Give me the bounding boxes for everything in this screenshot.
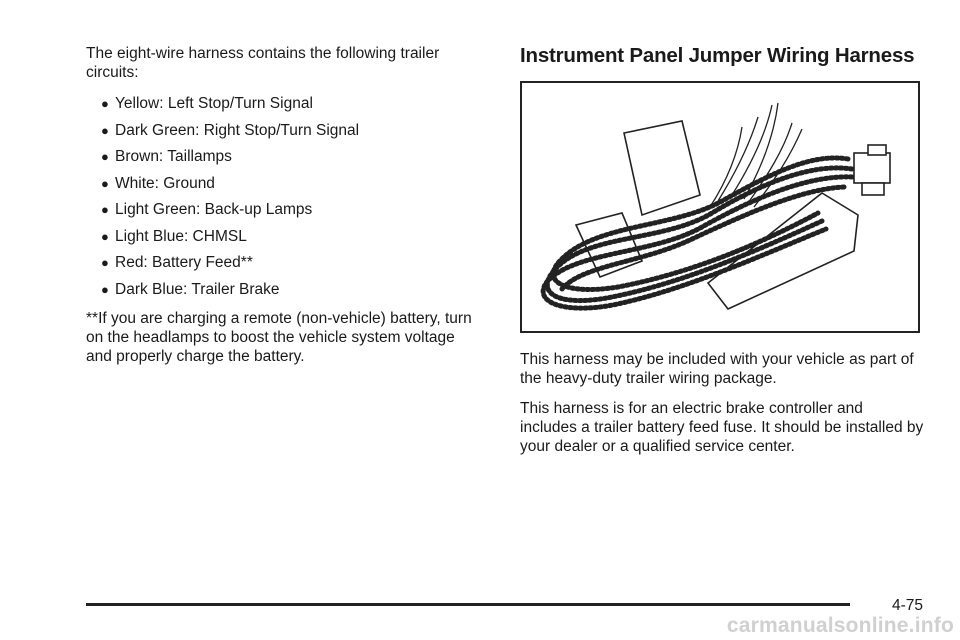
list-item: ● Dark Green: Right Stop/Turn Signal [101, 121, 360, 139]
battery-note: **If you are charging a remote (non-vehicle) battery, turn on the headlamps to boost the vehicle system voltage and properly charge the battery. [86, 309, 472, 365]
bullet-icon: ● [101, 175, 109, 191]
right-column [520, 44, 924, 456]
bullet-icon: ● [101, 202, 109, 217]
left-column [86, 44, 481, 366]
watermark-logo: carmanualsonline.info [726, 614, 954, 637]
list-item: ● White: Ground [101, 174, 215, 192]
list-item: ● Yellow: Left Stop/Turn Signal [101, 95, 313, 112]
bullet-icon: ● [101, 228, 109, 244]
bullet-icon: ● [101, 149, 109, 164]
bullet-icon: ● [101, 96, 109, 111]
list-item: ● Red: Battery Feed** [101, 254, 253, 271]
circuit-list [86, 94, 481, 299]
body-paragraph: This harness may be included with your vehicle as part of the heavy-duty trailer wiring package. [520, 351, 914, 387]
footer-divider [86, 603, 850, 606]
list-item: ● Light Blue: CHMSL [101, 227, 247, 245]
list-item: ● Dark Blue: Trailer Brake [101, 280, 280, 298]
list-item: ● Brown: Taillamps [101, 148, 232, 165]
body-paragraph: This harness is for an electric brake controller and includes a trailer battery feed fuse. It should be installed by your dealer or a qualified service center. [520, 400, 924, 455]
bullet-icon: ● [101, 122, 109, 138]
wiring-harness-icon [522, 83, 918, 331]
harness-illustration [520, 81, 920, 333]
bullet-icon: ● [101, 255, 109, 270]
list-item: ● Light Green: Back-up Lamps [101, 201, 313, 218]
intro-paragraph: The eight-wire harness contains the following trailer circuits: [86, 45, 440, 81]
bullet-icon: ● [101, 281, 109, 297]
page-number: 4-75 [891, 597, 923, 614]
section-heading: Instrument Panel Jumper Wiring Harness [520, 44, 915, 67]
